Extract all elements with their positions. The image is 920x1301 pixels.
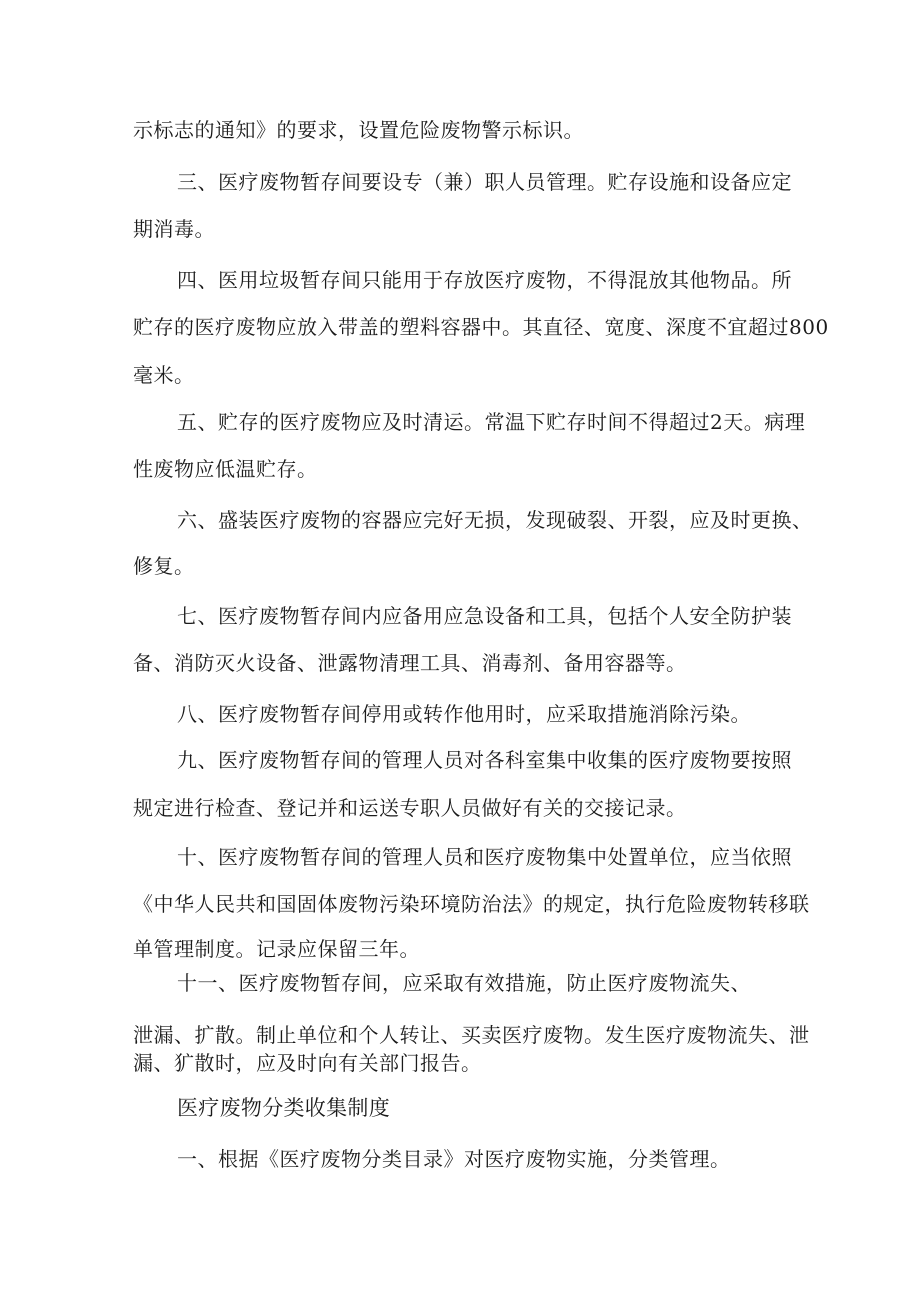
paragraph-6-line: 六、盛装医疗废物的容器应完好无损，发现破裂、开裂，应及时更换、: [177, 508, 813, 532]
text-line: 示标志的通知》的要求，设置危险废物警示标识。: [133, 118, 584, 142]
text-line: 泄漏、扩散。制止单位和个人转让、买卖医疗废物。发生医疗废物流失、泄: [133, 1023, 810, 1047]
text-line: 贮存的医疗废物应放入带盖的塑料容器中。其直径、宽度、深度不宜超过800: [133, 315, 829, 339]
text-line: 备、消防灭火设备、泄露物清理工具、消毒剂、备用容器等。: [133, 651, 687, 675]
paragraph-7-line: 七、医疗废物暂存间内应备用应急设备和工具，包括个人安全防护装: [177, 604, 792, 628]
paragraph-5-line: 五、贮存的医疗废物应及时清运。常温下贮存时间不得超过2天。病理: [177, 410, 806, 434]
paragraph-3-line: 三、医疗废物暂存间要设专（兼）职人员管理。贮存设施和设备应定: [177, 170, 792, 194]
paragraph-1-line: 一、根据《医疗废物分类目录》对医疗废物实施，分类管理。: [177, 1147, 731, 1171]
paragraph-4-line: 四、医用垃圾暂存间只能用于存放医疗废物，不得混放其他物品。所: [177, 268, 792, 292]
section-heading: 医疗废物分类收集制度: [177, 1096, 390, 1120]
text-line: 毫米。: [133, 363, 195, 387]
paragraph-9-line: 九、医疗废物暂存间的管理人员对各科室集中收集的医疗废物要按照: [177, 748, 792, 772]
text-line: 漏、犷散时，应及时向有关部门报告。: [133, 1051, 482, 1075]
text-line: 修复。: [133, 554, 195, 578]
paragraph-11-line: 十一、医疗废物暂存间，应采取有效措施，防止医疗废物流失、: [177, 971, 751, 995]
text-line: 规定进行检查、登记并和运送专职人员做好有关的交接记录。: [133, 796, 687, 820]
text-line: 单管理制度。记录应保留三年。: [133, 937, 420, 961]
text-line: 《中华人民共和国固体废物污染环境防治法》的规定，执行危险废物转移联: [133, 892, 810, 916]
paragraph-10-line: 十、医疗废物暂存间的管理人员和医疗废物集中处置单位，应当依照: [177, 845, 792, 869]
paragraph-8-line: 八、医疗废物暂存间停用或转作他用时，应采取措施消除污染。: [177, 702, 751, 726]
text-line: 性废物应低温贮存。: [133, 457, 318, 481]
text-line: 期消毒。: [133, 217, 215, 241]
